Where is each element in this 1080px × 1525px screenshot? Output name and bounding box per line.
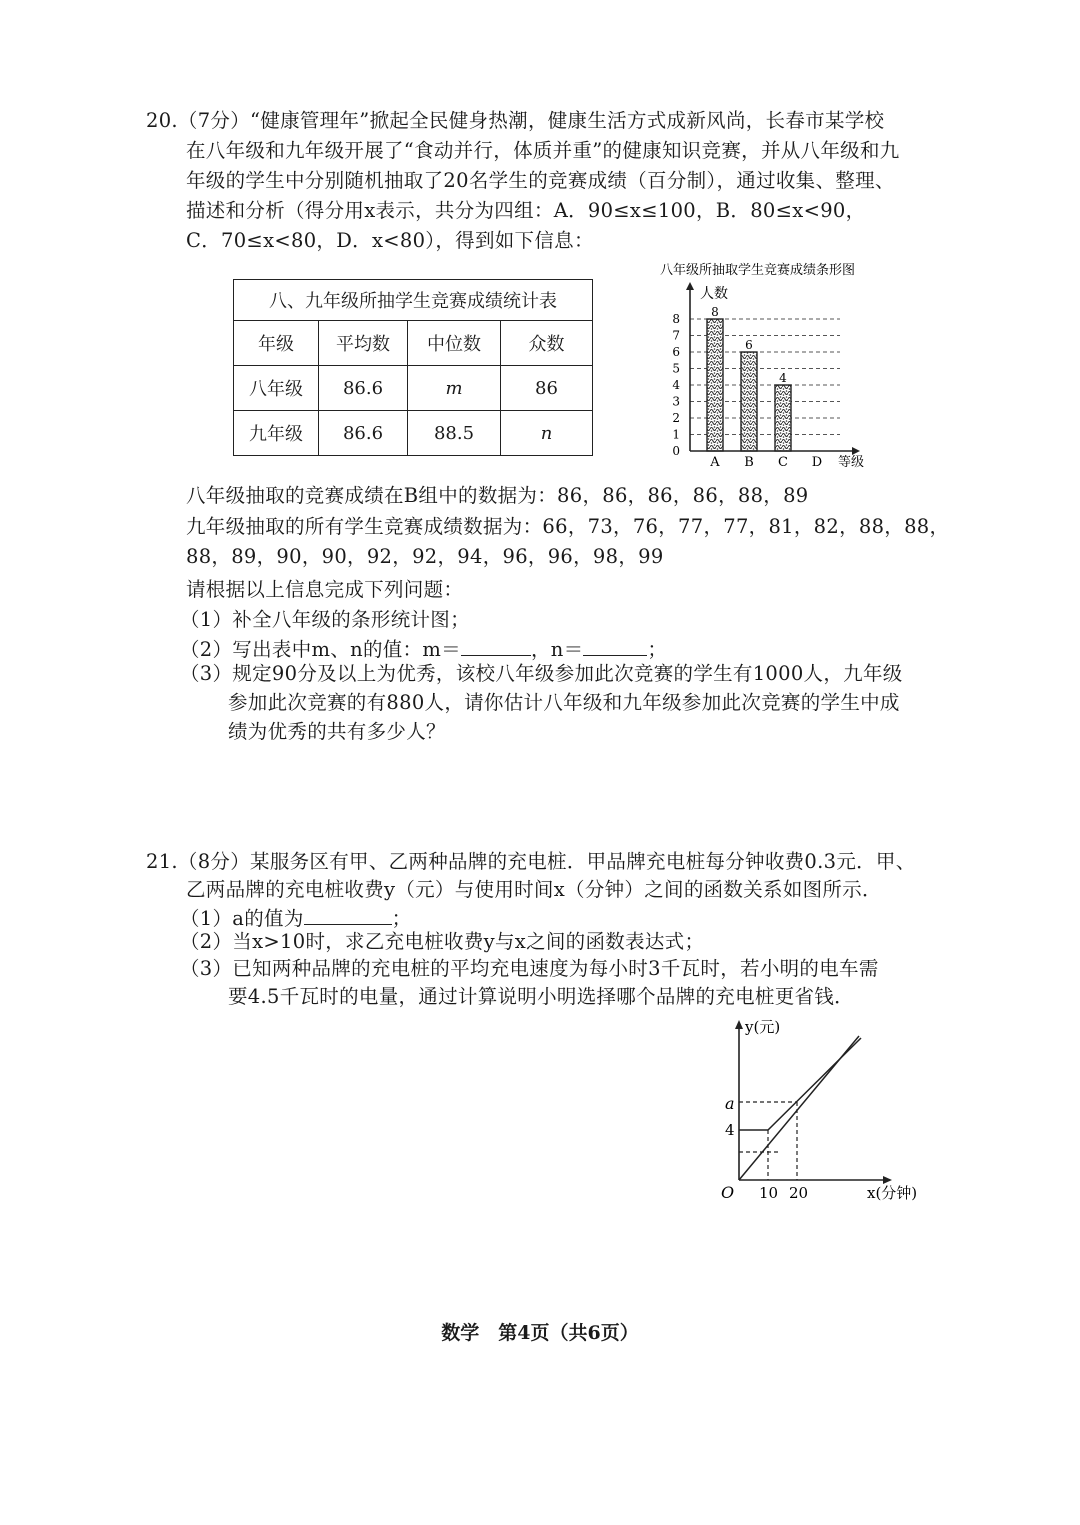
q20-line-2: 在八年级和九年级开展了“食动并行，体质并重”的健康知识竞赛，并从八年级和九 [186, 139, 900, 162]
a-answer-blank[interactable] [304, 902, 392, 925]
x-axis-arrow-icon [852, 447, 860, 455]
q20-part3-line-3: 绩为优秀的共有多少人？ [228, 720, 446, 743]
q21-part1-prefix: （1）a的值为 [180, 907, 304, 930]
y-tick-label: 6 [672, 345, 680, 359]
graph-tick-10: 10 [759, 1184, 779, 1202]
x-tick-label: D [811, 455, 823, 470]
bar-A [707, 319, 723, 451]
graph-origin: O [721, 1183, 735, 1202]
q21-part1-suffix: ； [391, 907, 412, 930]
y-tick-label: 3 [672, 394, 680, 409]
stats-table [233, 279, 593, 456]
y-tick-label: 1 [672, 427, 680, 442]
q20-line-5: C．70≤x<80，D．x<80），得到如下信息： [186, 229, 594, 252]
y-tick-label: 2 [672, 411, 680, 425]
y-tick-label: 0 [672, 444, 680, 458]
table-cell: 八年级 [234, 366, 319, 411]
y-tick-label: 5 [672, 361, 680, 376]
table-cell: n [501, 411, 593, 456]
grade9-data-line-1: 九年级抽取的所有学生竞赛成绩数据为：66，73，76，77，77，81，82，88，88， [186, 515, 950, 538]
x-tick-label: A [710, 455, 720, 470]
table-cell: 86.6 [319, 411, 408, 456]
m-answer-blank[interactable] [461, 633, 531, 656]
graph-tick-20: 20 [789, 1184, 809, 1202]
graph-y-arrow-icon [735, 1020, 743, 1029]
q20-part2-suffix: ； [647, 638, 668, 661]
table-header: 中位数 [408, 321, 501, 366]
q20-part3-line-2: 参加此次竞赛的有880人，请你估计八年级和九年级参加此次竞赛的学生中成 [228, 691, 900, 714]
q20-part2-mid: ，n＝ [530, 638, 584, 661]
y-tick-label: 7 [672, 328, 680, 343]
q20-line-1: 20.（7分）“健康管理年”掀起全民健身热潮，健康生活方式成新风尚，长春市某学校 [146, 109, 885, 132]
q20-line-3: 年级的学生中分别随机抽取了20名学生的竞赛成绩（百分制），通过收集、整理、 [186, 169, 895, 192]
instructions: 请根据以上信息完成下列问题： [186, 578, 464, 601]
table-caption: 八、九年级所抽学生竞赛成绩统计表 [234, 280, 593, 321]
bar-value-label: 6 [745, 338, 753, 352]
x-tick-label: B [744, 455, 754, 470]
x-tick-label: C [778, 455, 788, 470]
bar-B [741, 352, 757, 451]
brand-yi-line [739, 1038, 861, 1130]
page-footer: 数学 第4页（共6页） [441, 1322, 639, 1344]
table-header: 年级 [234, 321, 319, 366]
bar-chart-xlabel: 等级 [838, 455, 865, 470]
bar-chart-ylabel: 人数 [700, 286, 728, 302]
grade9-data-line-2: 88，89，90，90，92，92，94，96，96，98，99 [186, 545, 664, 568]
bar-C [775, 385, 791, 451]
grade8-bar-chart [650, 258, 910, 473]
graph-x-label: x(分钟) [867, 1184, 918, 1202]
y-axis-arrow-icon [686, 282, 694, 290]
bar-value-label: 4 [779, 371, 787, 385]
charging-cost-graph [715, 1012, 940, 1207]
q20-part2-prefix: （2）写出表中m、n的值：m＝ [180, 638, 461, 661]
graph-y-label: y(元) [745, 1018, 781, 1036]
graph-tick-4: 4 [725, 1121, 735, 1139]
n-answer-blank[interactable] [583, 633, 647, 656]
graph-x-arrow-icon [883, 1176, 892, 1184]
q21-part3-line-1: （3）已知两种品牌的充电桩的平均充电速度为每小时3千瓦时，若小明的电车需 [180, 957, 879, 980]
q20-part3-line-1: （3）规定90分及以上为优秀，该校八年级参加此次竞赛的学生有1000人，九年级 [180, 662, 903, 685]
table-row [234, 411, 593, 456]
bar-value-label: 8 [711, 305, 719, 319]
table-header: 平均数 [319, 321, 408, 366]
q20-part1: （1）补全八年级的条形统计图； [180, 608, 470, 631]
q20-line-4: 描述和分析（得分用x表示，共分为四组：A．90≤x≤100，B．80≤x<90， [186, 199, 866, 222]
table-cell: 86 [501, 366, 593, 411]
q21-line-2: 乙两品牌的充电桩收费y（元）与使用时间x（分钟）之间的函数关系如图所示． [186, 878, 882, 901]
y-tick-label: 4 [672, 378, 680, 392]
q21-part3-line-2: 要4.5千瓦时的电量，通过计算说明小明选择哪个品牌的充电桩更省钱． [228, 985, 854, 1008]
y-tick-label: 8 [672, 312, 680, 326]
grade8-b-data: 八年级抽取的竞赛成绩在B组中的数据为：86，86，86，86，88，89 [186, 484, 809, 507]
table-row [234, 366, 593, 411]
table-cell: 九年级 [234, 411, 319, 456]
table-header: 众数 [501, 321, 593, 366]
bar-chart-title: 八年级所抽取学生竞赛成绩条形图 [660, 263, 856, 278]
table-cell: m [408, 366, 501, 411]
graph-tick-a: a [725, 1094, 735, 1113]
table-cell: 86.6 [319, 366, 408, 411]
q21-line-1: 21.（8分）某服务区有甲、乙两种品牌的充电桩．甲品牌充电桩每分钟收费0.3元．甲、 [146, 850, 916, 873]
table-cell: 88.5 [408, 411, 501, 456]
q21-part2: （2）当x>10时，求乙充电桩收费y与x之间的函数表达式； [180, 930, 705, 953]
